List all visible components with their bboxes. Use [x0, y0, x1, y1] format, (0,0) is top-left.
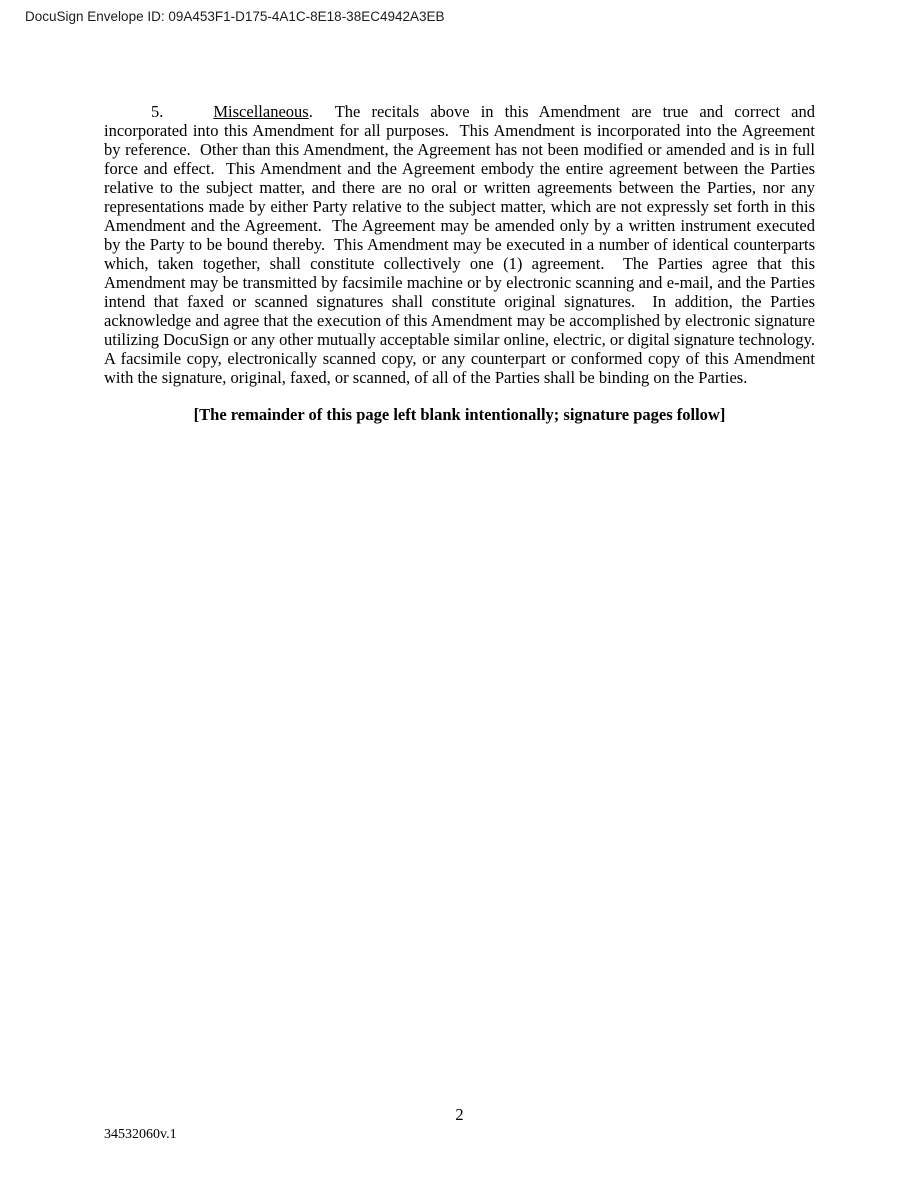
document-reference: 34532060v.1 [104, 1127, 177, 1142]
section-heading-period: . [308, 102, 313, 121]
docusign-envelope-id: DocuSign Envelope ID: 09A453F1-D175-4A1C-8E18-38EC4942A3EB [25, 9, 445, 24]
section-heading: Miscellaneous [213, 102, 309, 121]
miscellaneous-paragraph [104, 102, 824, 387]
page-number: 2 [455, 1105, 464, 1124]
section-number: 5. [151, 102, 164, 121]
blank-page-notice: [The remainder of this page left blank intentionally; signature pages follow] [193, 405, 726, 424]
section-body-text: The recitals above in this Amendment are true and correct and incorporated into this Amendment for all purposes. This Amendment is incorporated into the Agreement by reference. Other than this Amendment, the Agreement has not been modified or amended and is in full force and effect. This Amendment and the Agreement embody the entire agreement between the Parties relative to the subject matter, and there are no oral or written agreements between the Parties, nor any representations made by either Party relative to the subject matter, which are not expressly set forth in this Amendment and the Agreement. The Agreement may be amended only by a written instrument executed by the Party to be bound thereby. This Amendment may be executed in a number of identical counterparts which, taken together, shall constitute collectively one (1) agreement. The Parties agree that this Amendment may be transmitted by facsimile machine or by electronic scanning and e-mail, and the Parties intend that faxed or scanned signatures shall constitute original signatures. In addition, the Parties acknowledge and agree that the execution of this Amendment may be accomplished by electronic signature utilizing DocuSign or any other mutually acceptable similar online, electric, or digital signature technology. A facsimile copy, electronically scanned copy, or any counterpart or conformed copy of this Amendment with the signature, original, faxed, or scanned, of all of the Parties shall be binding on the Parties. [104, 102, 824, 387]
document-body [104, 102, 824, 424]
